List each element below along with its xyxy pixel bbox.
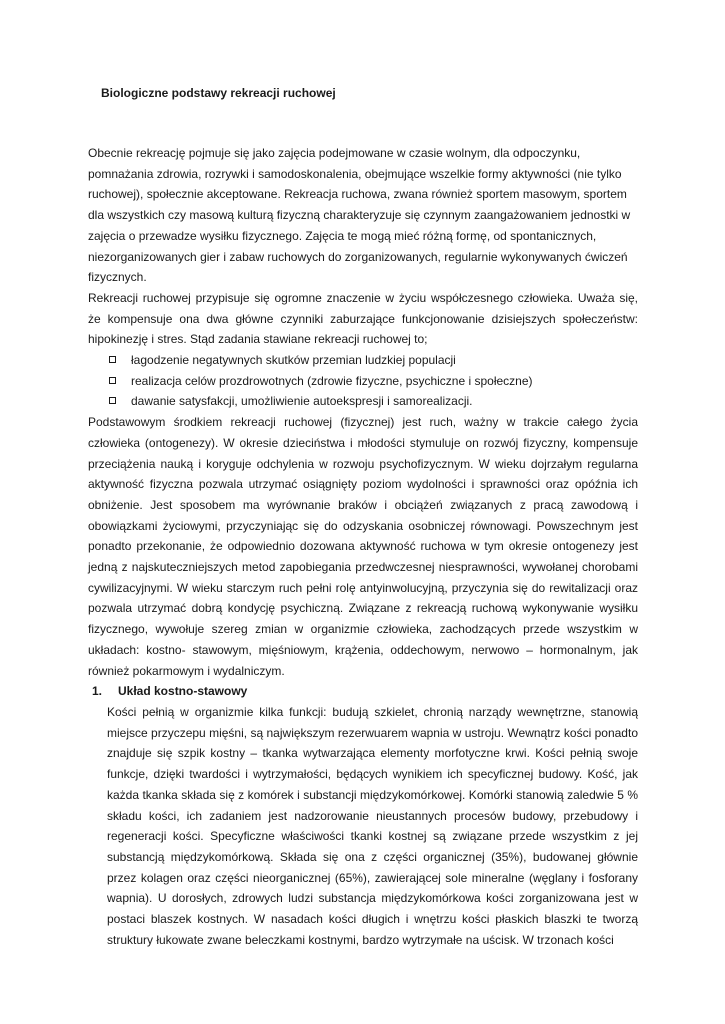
section-title: Układ kostno-stawowy [118, 684, 248, 699]
checkbox-bullet-icon [109, 356, 116, 363]
checkbox-bullet-icon [109, 397, 116, 404]
section-paragraph: Kości pełnią w organizmie kilka funkcji: budują szkielet, chronią narządy wewnętrzne, stanowią miejsce przyczepu mięśni, są największym rezerwuarem wapnia w ustroju. Wewnątrz kości ponadto znajduje się szpik kostny – tkanka wytwarzająca elementy morfotyczne krwi. Kości pełnią swoje funkcje, dzięki twardości i wytrzymałości, będących wynikiem ich specyficznej budowy. Kość, jak każda tkanka składa się z komórek i substancji międzykomórkowej. Komórki stanowią zaledwie 5 % składu kości, ich zadaniem jest nadzorowanie nieustannych procesów budowy, przebudowy i regeneracji kości. Specyficzne właściwości tkanki kostnej są związane przede wszystkim z jej substancją międzykomórkową. Składa się ona z części organicznej (35%), budowanej głównie przez kolagen oraz części nieorganicznej (65%), zawierającej sole mineralne (węglany i fosforany wapnia). U dorosłych, zdrowych ludzi substancja międzykomórkowa kości zorganizowana jest w postaci blaszek kostnych. W nasadach kości długich i wnętrzu kości płaskich blaszki te tworzą struktury łukowate zwane beleczkami kostnymi, bardzo wytrzymałe na uścisk. W trzonach kości [107, 704, 638, 947]
movement-paragraph: Podstawowym środkiem rekreacji ruchowej (fizycznej) jest ruch, ważny w trakcie całego życia człowieka (ontogenezy). W okresie dzieciństwa i młodości stymuluje on rozwój fizyczny, kompensuje przeciążenia nauką i koryguje odchylenia w rozwoju psychofizycznym. W wieku dojrzałym regularna aktywność fizyczna pozwala utrzymać osiągnięty poziom wydolności i sprawności oraz opóźnia ich obniżenie. Jest sposobem ma wyrównanie braków i obciążeń związanych z pracą zawodową i obowiązkami życiowymi, przyczyniając się do odzyskania osobniczej równowagi. Powszechnym jest ponadto przekonanie, że odpowiednio dozowana aktywność ruchowa w tym okresie ontogenezy jest jedną z najskuteczniejszych metod zapobiegania przedwczesnej niesprawności, wywołanej chorobami cywilizacyjnymi. W wieku starczym ruch pełni rolę antyinwolucyjną, przyczynia się do rewitalizacji oraz pozwala utrzymać dobrą kondycję psychiczną. Związane z rekreacją ruchową wykonywanie wysiłku fizycznego, wywołuje szereg zmian w organizmie człowieka, zachodzących przede wszystkim w układach: kostno- stawowym, mięśniowym, krążenia, oddechowym, nerwowo – hormonalnym, jak również pokarmowym i wydalniczym. [88, 415, 638, 678]
list-item-text: dawanie satysfakcji, umożliwienie autoekspresji i samorealizacji. [131, 394, 473, 409]
list-item [88, 371, 638, 392]
checkbox-bullet-icon [109, 377, 116, 384]
tasks-paragraph: Rekreacji ruchowej przypisuje się ogromne znaczenie w życiu współczesnego człowieka. Uważa się, że kompensuje ona dwa główne czynniki zaburzające funkcjonowanie dzisiejszych społeczeństw: hipokinezję i stres. Stąd zadania stawiane rekreacji ruchowej to; [88, 290, 638, 347]
section-heading [88, 681, 638, 702]
document-title: Biologiczne podstawy rekreacji ruchowej [101, 86, 336, 100]
section-number: 1. [92, 684, 103, 699]
document-body [88, 143, 638, 950]
list-item [88, 391, 638, 412]
list-item [88, 350, 638, 371]
list-item-text: łagodzenie negatywnych skutków przemian ludzkiej populacji [131, 353, 456, 368]
list-item-text: realizacja celów prozdrowotnych (zdrowie fizyczne, psychiczne i społeczne) [131, 373, 533, 388]
section-skeletal-system [88, 681, 638, 950]
intro-paragraph: Obecnie rekreację pojmuje się jako zajęcia podejmowane w czasie wolnym, dla odpoczynku, pomnażania zdrowia, rozrywki i samodoskonalenia, obejmujące wszelkie formy aktywności (nie tylko ruchowej), społecznie akceptowane. Rekreacja ruchowa, zwana również sportem masowym, sportem dla wszystkich czy masową kulturą fizyczną charakteryzuje się czynnym zaangażowaniem jednostki w zajęcia o przewadze wysiłku fizycznego. Zajęcia te mogą mieć różną formę, od spontanicznych, niezorganizowanych gier i zabaw ruchowych do zorganizowanych, regularnie wykonywanych ćwiczeń fizycznych. [88, 146, 631, 285]
tasks-list [88, 350, 638, 412]
